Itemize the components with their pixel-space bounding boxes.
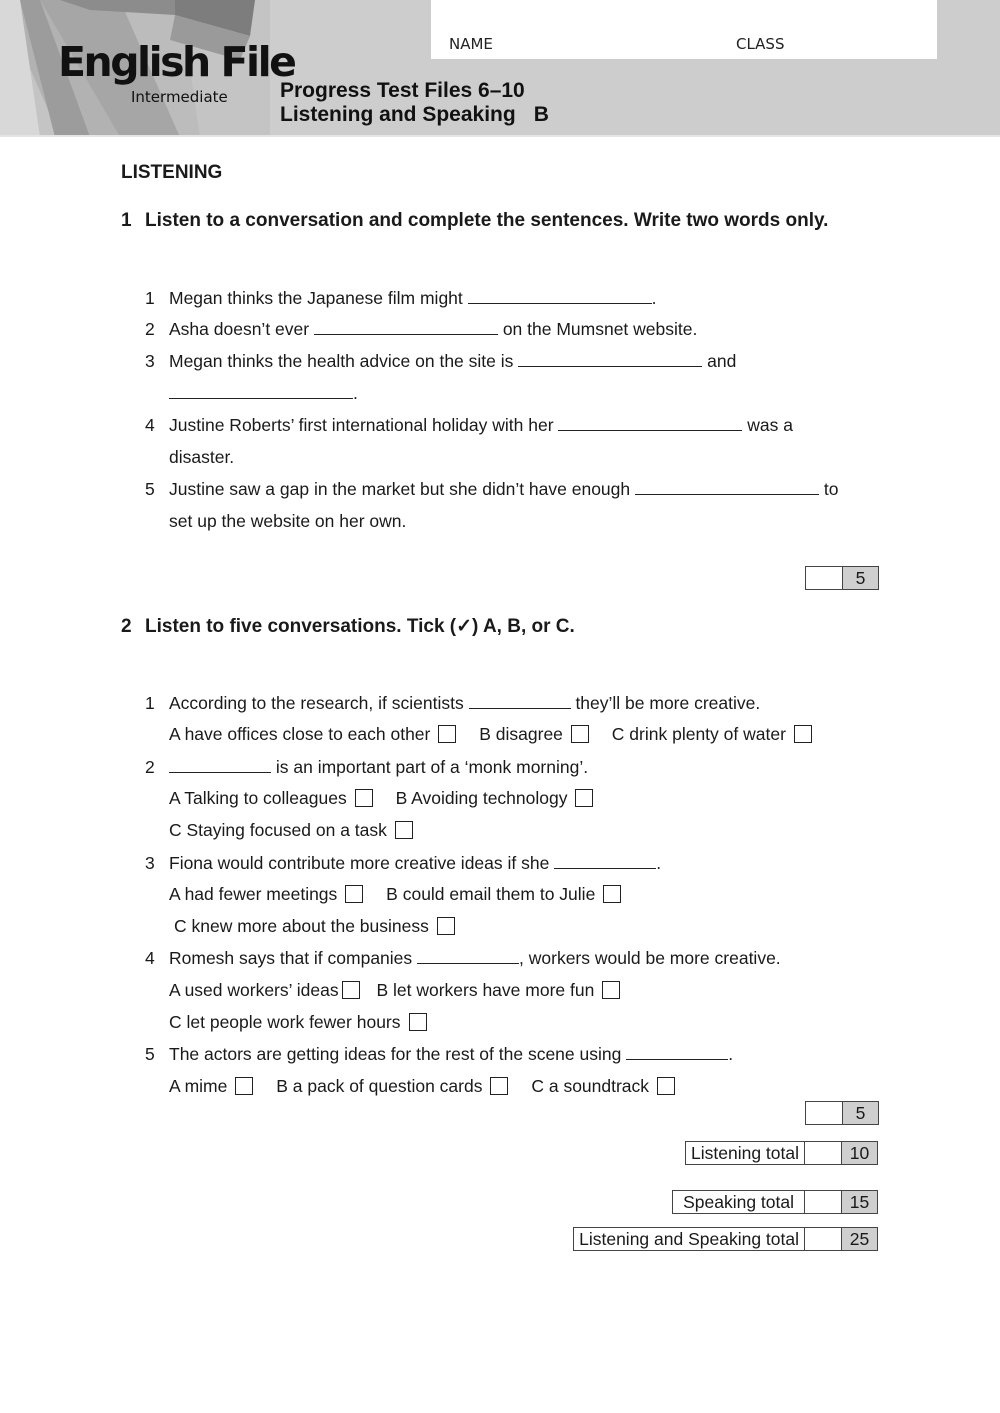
option-c (169, 1012, 427, 1032)
tick-checkbox[interactable] (438, 725, 456, 743)
score-input-cell[interactable] (805, 1191, 842, 1213)
answer-blank (626, 1044, 728, 1060)
option-label: A mime (169, 1076, 228, 1096)
ex2-item-3-options-line2 (174, 916, 455, 937)
option-label: B let workers have more fun (376, 980, 595, 1000)
item-number: 2 (145, 757, 155, 777)
ex1-item-5 (145, 479, 839, 500)
item-number: 5 (145, 1044, 155, 1064)
name-class-box (431, 0, 937, 59)
tick-checkbox[interactable] (355, 789, 373, 807)
ex1-item-4 (145, 415, 793, 436)
logo-main-text: English File (58, 38, 295, 86)
option-a (169, 884, 363, 904)
ex2-item-3-options (169, 884, 621, 905)
name-field-label: NAME (449, 35, 493, 53)
option-c (174, 916, 455, 936)
ex2-item-1-options (169, 724, 812, 745)
exercise-instruction: Listen to five conversations. Tick (✓) A, B, or C. (145, 616, 575, 637)
logo-level-text: Intermediate (131, 88, 228, 106)
item-text-after: was a (742, 415, 793, 435)
option-label: C let people work fewer hours (169, 1012, 401, 1032)
item-text-after: . (656, 853, 662, 873)
item-number: 1 (145, 288, 155, 308)
item-text-after: on the Mumsnet website. (497, 319, 698, 339)
item-text: Romesh says that if companies (169, 948, 418, 968)
item-number: 4 (145, 948, 155, 968)
answer-blank (417, 948, 519, 964)
speaking-total-box (672, 1190, 878, 1214)
option-label: C knew more about the business (174, 916, 429, 936)
option-c (531, 1076, 675, 1096)
answer-blank (554, 853, 656, 869)
ex2-item-2-options (169, 788, 593, 809)
option-label: A Talking to colleagues (169, 788, 347, 808)
answer-blank[interactable] (468, 288, 652, 304)
ex2-item-3 (145, 853, 662, 874)
ex1-score-box (805, 566, 879, 590)
option-a (169, 788, 373, 808)
option-a (169, 980, 360, 1000)
score-max: 10 (842, 1142, 877, 1164)
english-file-logo (58, 38, 295, 106)
item-text: Fiona would contribute more creative ideas if she (169, 853, 555, 873)
total-label: Listening and Speaking total (574, 1228, 805, 1250)
exercise-number: 1 (121, 210, 132, 231)
ex2-item-4-options-line2 (169, 1012, 427, 1033)
ex2-score-box (805, 1101, 879, 1125)
option-b (479, 724, 589, 744)
item-text-after: to (819, 479, 839, 499)
item-text: The actors are getting ideas for the rest of the scene using (169, 1044, 627, 1064)
option-b (276, 1076, 508, 1096)
option-label: B Avoiding technology (395, 788, 568, 808)
total-label: Speaking total (673, 1191, 805, 1213)
page-header (0, 0, 1000, 137)
ex1-item-4-line2: disaster. (169, 447, 235, 467)
tick-checkbox[interactable] (395, 821, 413, 839)
score-max: 5 (843, 1102, 878, 1124)
tick-checkbox[interactable] (571, 725, 589, 743)
option-label: B could email them to Julie (386, 884, 596, 904)
option-label: C a soundtrack (531, 1076, 650, 1096)
ex2-item-1 (145, 693, 761, 714)
tick-checkbox[interactable] (794, 725, 812, 743)
test-title-line1: Progress Test Files 6–10 (280, 79, 525, 102)
option-b (396, 788, 594, 808)
item-text-after: and (702, 351, 737, 371)
item-text-after: , workers would be more creative. (519, 948, 781, 968)
option-label: A have offices close to each other (169, 724, 431, 744)
ex1-item-1 (145, 288, 657, 309)
option-b (386, 884, 621, 904)
ex2-item-5 (145, 1044, 734, 1065)
item-number: 3 (145, 351, 155, 371)
tick-checkbox[interactable] (345, 885, 363, 903)
tick-checkbox[interactable] (235, 1077, 253, 1095)
option-c (612, 724, 812, 744)
ex2-item-4-options (169, 980, 620, 1001)
tick-checkbox[interactable] (603, 885, 621, 903)
item-number: 2 (145, 319, 155, 339)
score-max: 5 (843, 567, 878, 589)
total-label: Listening total (686, 1142, 805, 1164)
answer-blank[interactable] (314, 319, 498, 335)
answer-blank[interactable] (558, 415, 742, 431)
option-label: C Staying focused on a task (169, 820, 387, 840)
tick-checkbox[interactable] (657, 1077, 675, 1095)
item-number: 5 (145, 479, 155, 499)
score-max: 25 (842, 1228, 877, 1250)
item-number: 3 (145, 853, 155, 873)
test-title-subject: Listening and Speaking (280, 103, 516, 126)
item-text-after: they’ll be more creative. (570, 693, 761, 713)
option-label: A used workers’ ideas (169, 980, 339, 1000)
test-title (280, 79, 549, 127)
item-text: Justine Roberts’ first international holiday with her (169, 415, 559, 435)
item-number: 1 (145, 693, 155, 713)
answer-blank[interactable] (518, 351, 702, 367)
ex2-item-2 (145, 757, 589, 778)
item-text-after: . (728, 1044, 734, 1064)
listening-total-box (685, 1141, 878, 1165)
score-input-cell[interactable] (805, 1228, 842, 1250)
item-text: Megan thinks the Japanese film might (169, 288, 468, 308)
ex2-item-5-options (169, 1076, 675, 1097)
exercise-number: 2 (121, 616, 132, 637)
answer-blank (169, 757, 271, 773)
answer-blank[interactable] (635, 479, 819, 495)
ex1-item-3-line2 (169, 383, 358, 404)
tick-checkbox[interactable] (437, 917, 455, 935)
item-number: 4 (145, 415, 155, 435)
item-text: According to the research, if scientists (169, 693, 469, 713)
option-label: B disagree (479, 724, 563, 744)
test-title-line2 (280, 103, 549, 127)
option-label: A had fewer meetings (169, 884, 338, 904)
option-c (169, 820, 413, 840)
answer-blank[interactable] (169, 383, 353, 399)
tick-checkbox[interactable] (409, 1013, 427, 1031)
item-text-after: is an important part of a ‘monk morning’. (271, 757, 589, 777)
score-input-cell[interactable] (805, 1142, 842, 1164)
ex1-item-5-line2: set up the website on her own. (169, 511, 407, 531)
score-max: 15 (842, 1191, 877, 1213)
item-text-after: . (651, 288, 657, 308)
option-label: C drink plenty of water (611, 724, 786, 744)
answer-blank (469, 693, 571, 709)
ex1-item-2 (145, 319, 698, 340)
item-text-after: . (353, 383, 358, 403)
tick-checkbox[interactable] (490, 1077, 508, 1095)
ex2-item-2-options-line2 (169, 820, 413, 841)
ex2-item-4 (145, 948, 781, 969)
item-text: Justine saw a gap in the market but she didn’t have enough (169, 479, 635, 499)
option-a (169, 724, 456, 744)
listening-speaking-total-box (573, 1227, 878, 1251)
test-variant: B (533, 103, 549, 126)
item-text: Asha doesn’t ever (169, 319, 314, 339)
tick-checkbox[interactable] (575, 789, 593, 807)
exercise-1-heading (121, 210, 828, 232)
ex1-item-3 (145, 351, 737, 372)
class-field-label: CLASS (736, 35, 785, 53)
tick-checkbox[interactable] (342, 981, 360, 999)
item-text: Megan thinks the health advice on the site is (169, 351, 519, 371)
tick-checkbox[interactable] (602, 981, 620, 999)
option-a (169, 1076, 253, 1096)
exercise-2-heading (121, 615, 575, 638)
option-b (376, 980, 620, 1000)
score-input-cell[interactable] (806, 1102, 843, 1124)
section-title: LISTENING (121, 162, 223, 183)
exercise-instruction: Listen to a conversation and complete the sentences. Write two words only. (145, 210, 829, 231)
option-label: B a pack of question cards (276, 1076, 483, 1096)
score-input-cell[interactable] (806, 567, 843, 589)
